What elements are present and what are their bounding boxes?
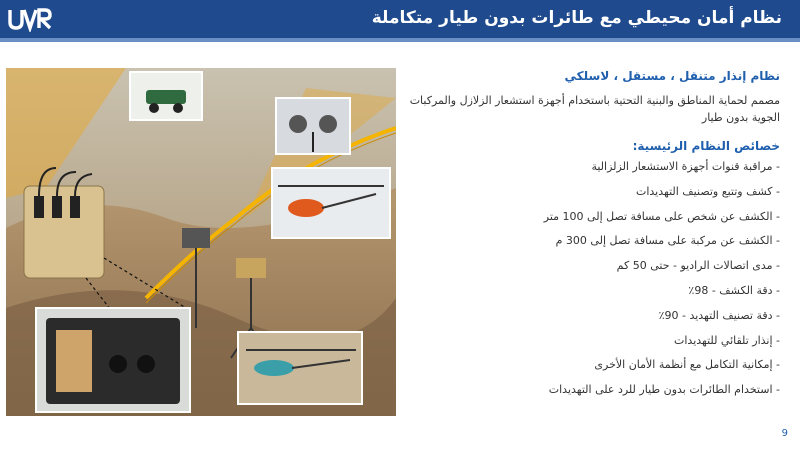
list-item: - كشف وتتبع وتصنيف التهديدات: [635, 184, 780, 198]
header-stripe: [0, 38, 800, 42]
system-description: مصمم لحماية المناطق والبنية التحتية باستخدام أجهزة استشعار الزلازل والمركبات الجوية بدون طيار: [409, 94, 780, 124]
features-list: [404, 160, 780, 397]
list-item: - دقة تصنيف التهديد - 90٪: [658, 308, 780, 322]
header-bar: [0, 0, 800, 38]
page-number: 9: [781, 428, 788, 439]
list-item: - إنذار تلقائي للتهديدات: [674, 333, 780, 347]
product-collage: [6, 68, 396, 416]
list-item: - إمكانية التكامل مع أنظمة الأمان الأخرى: [594, 358, 780, 372]
features-heading: خصائص النظام الرئيسية:: [632, 139, 780, 153]
list-item: - الكشف عن شخص على مسافة تصل إلى 100 متر: [543, 209, 780, 223]
list-item: - الكشف عن مركبة على مسافة تصل إلى 300 م: [555, 234, 780, 248]
list-item: - مراقبة قنوات أجهزة الاستشعار الزلزالية: [591, 160, 780, 173]
list-item: - استخدام الطائرات بدون طيار للرد على التهديدات: [548, 383, 780, 397]
company-logo: [8, 6, 52, 32]
content-panel: [404, 68, 780, 408]
list-item: - دقة الكشف - 98٪: [688, 283, 780, 297]
list-item: - مدى اتصالات الراديو - حتى 50 كم: [616, 259, 780, 273]
system-heading: نظام إنذار متنقل ، مستقل ، لاسلكي: [564, 69, 780, 83]
page-title: نظام أمان محيطي مع طائرات بدون طيار متكاملة: [371, 8, 782, 28]
